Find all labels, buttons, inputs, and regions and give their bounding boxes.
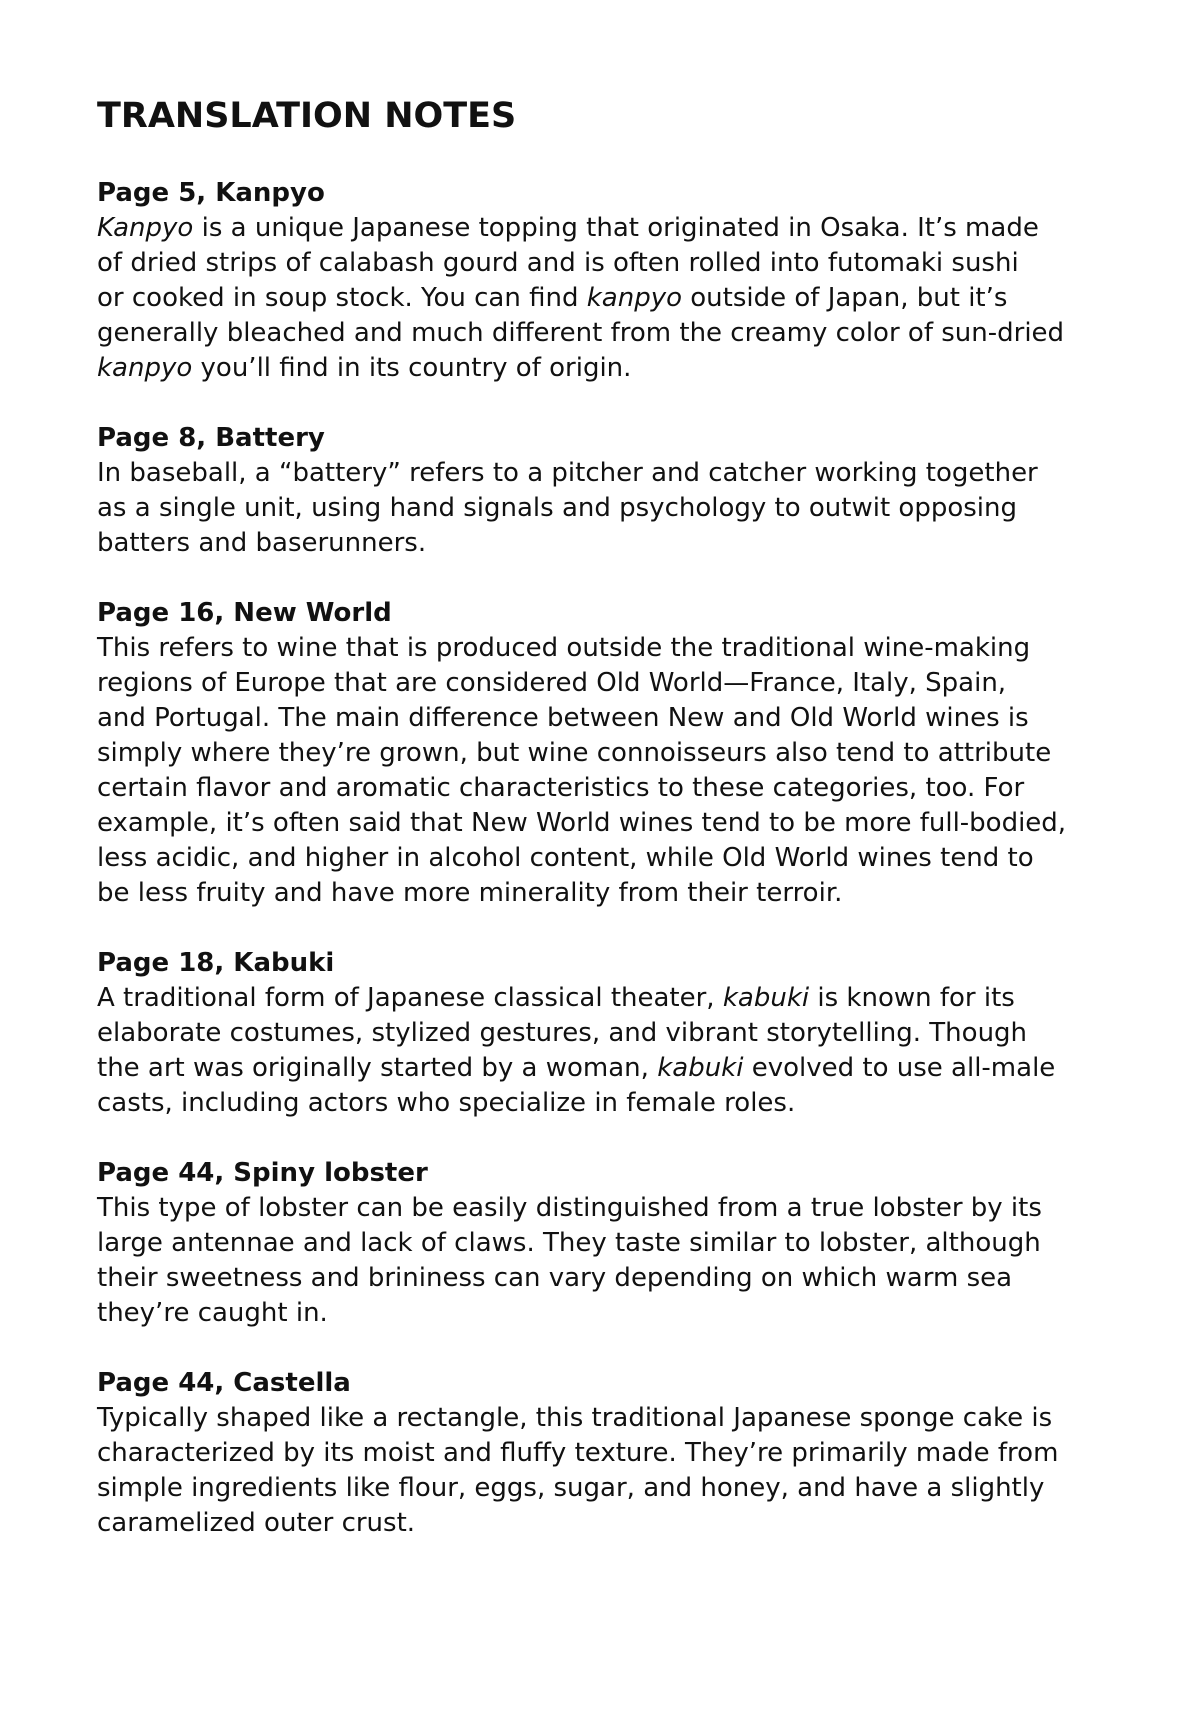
text-run: batters and baserunners.: [97, 528, 427, 558]
note-body-line: [97, 981, 1117, 1016]
text-run: evolved to use all-male: [743, 1053, 1056, 1083]
text-run: outside of Japan, but it’s: [682, 283, 1008, 313]
text-run: example, it’s often said that New World wines tend to be more full-bodied,: [97, 808, 1067, 838]
note-body-line: [97, 1226, 1117, 1261]
text-run: you’ll find in its country of origin.: [192, 353, 632, 383]
note-body-line: [97, 806, 1117, 841]
note-body-line: [97, 771, 1117, 806]
note-body-line: [97, 211, 1117, 246]
note-body-line: [97, 351, 1117, 386]
note-body-line: [97, 701, 1117, 736]
text-run: and Portugal. The main difference between New and Old World wines is: [97, 703, 1029, 733]
note-body-line: [97, 841, 1117, 876]
note-body-line: [97, 1016, 1117, 1051]
note-body-line: [97, 316, 1117, 351]
note-heading: Page 44, Spiny lobster: [97, 1158, 428, 1188]
note-body: [97, 211, 1117, 386]
italic-term: kabuki: [657, 1053, 744, 1083]
note-body-line: [97, 1471, 1117, 1506]
text-run: large antennae and lack of claws. They taste similar to lobster, although: [97, 1228, 1041, 1258]
note-body-line: [97, 1506, 1117, 1541]
note-body: [97, 631, 1117, 911]
note-body-line: [97, 1051, 1117, 1086]
note-section: [97, 176, 1117, 386]
note-section: [97, 1366, 1117, 1541]
italic-term: kabuki: [722, 983, 810, 1013]
note-section: [97, 421, 1117, 561]
text-run: In baseball, a “battery” refers to a pitcher and catcher working together: [97, 458, 1038, 488]
note-body-line: [97, 246, 1117, 281]
text-run: Typically shaped like a rectangle, this traditional Japanese sponge cake is: [97, 1403, 1053, 1433]
note-body: [97, 456, 1117, 561]
text-run: This refers to wine that is produced outside the traditional wine-making: [97, 633, 1031, 663]
text-run: be less fruity and have more minerality from their terroir.: [97, 878, 843, 908]
note-section: [97, 946, 1117, 1121]
note-body-line: [97, 456, 1117, 491]
note-body-line: [97, 1436, 1117, 1471]
text-run: certain flavor and aromatic characteristics to these categories, too. For: [97, 773, 1025, 803]
text-run: as a single unit, using hand signals and psychology to outwit opposing: [97, 493, 1018, 523]
note-body: [97, 1191, 1117, 1331]
text-run: generally bleached and much different from the creamy color of sun-dried: [97, 318, 1065, 348]
text-run: elaborate costumes, stylized gestures, and vibrant storytelling. Though: [97, 1018, 1028, 1048]
note-body-line: [97, 1191, 1117, 1226]
note-body-line: [97, 1296, 1117, 1331]
text-run: is known for its: [809, 983, 1015, 1013]
italic-term: Kanpyo: [97, 213, 194, 243]
note-body-line: [97, 666, 1117, 701]
note-body-line: [97, 526, 1117, 561]
note-heading: Page 16, New World: [97, 598, 392, 628]
note-body-line: [97, 491, 1117, 526]
italic-term: kanpyo: [586, 283, 682, 313]
text-run: characterized by its moist and fluffy texture. They’re primarily made from: [97, 1438, 1059, 1468]
text-run: simple ingredients like flour, eggs, sugar, and honey, and have a slightly: [97, 1473, 1045, 1503]
text-run: casts, including actors who specialize in female roles.: [97, 1088, 796, 1118]
note-body-line: [97, 1086, 1117, 1121]
text-run: the art was originally started by a woman,: [97, 1053, 658, 1083]
notes-list: [97, 176, 1117, 1541]
text-run: of dried strips of calabash gourd and is often rolled into futomaki sushi: [97, 248, 1019, 278]
page-title: TRANSLATION NOTES: [97, 96, 517, 136]
note-body-line: [97, 1401, 1117, 1436]
text-run: A traditional form of Japanese classical theater,: [97, 983, 723, 1013]
note-section: [97, 596, 1117, 911]
text-run: simply where they’re grown, but wine connoisseurs also tend to attribute: [97, 738, 1052, 768]
text-run: less acidic, and higher in alcohol content, while Old World wines tend to: [97, 843, 1034, 873]
note-heading: Page 44, Castella: [97, 1368, 351, 1398]
text-run: This type of lobster can be easily distinguished from a true lobster by its: [97, 1193, 1042, 1223]
text-run: their sweetness and brininess can vary depending on which warm sea: [97, 1263, 1013, 1293]
text-run: is a unique Japanese topping that originated in Osaka. It’s made: [193, 213, 1039, 243]
note-heading: Page 18, Kabuki: [97, 948, 335, 978]
text-run: caramelized outer crust.: [97, 1508, 416, 1538]
note-body-line: [97, 736, 1117, 771]
note-body: [97, 981, 1117, 1121]
note-body: [97, 1401, 1117, 1541]
note-body-line: [97, 876, 1117, 911]
note-heading: Page 5, Kanpyo: [97, 178, 325, 208]
note-body-line: [97, 631, 1117, 666]
text-run: they’re caught in.: [97, 1298, 328, 1328]
note-body-line: [97, 281, 1117, 316]
text-run: regions of Europe that are considered Old World—France, Italy, Spain,: [97, 668, 1007, 698]
note-section: [97, 1156, 1117, 1331]
note-body-line: [97, 1261, 1117, 1296]
italic-term: kanpyo: [97, 353, 193, 383]
translation-notes-page: [97, 90, 1117, 1576]
note-heading: Page 8, Battery: [97, 423, 325, 453]
text-run: or cooked in soup stock. You can find: [97, 283, 587, 313]
